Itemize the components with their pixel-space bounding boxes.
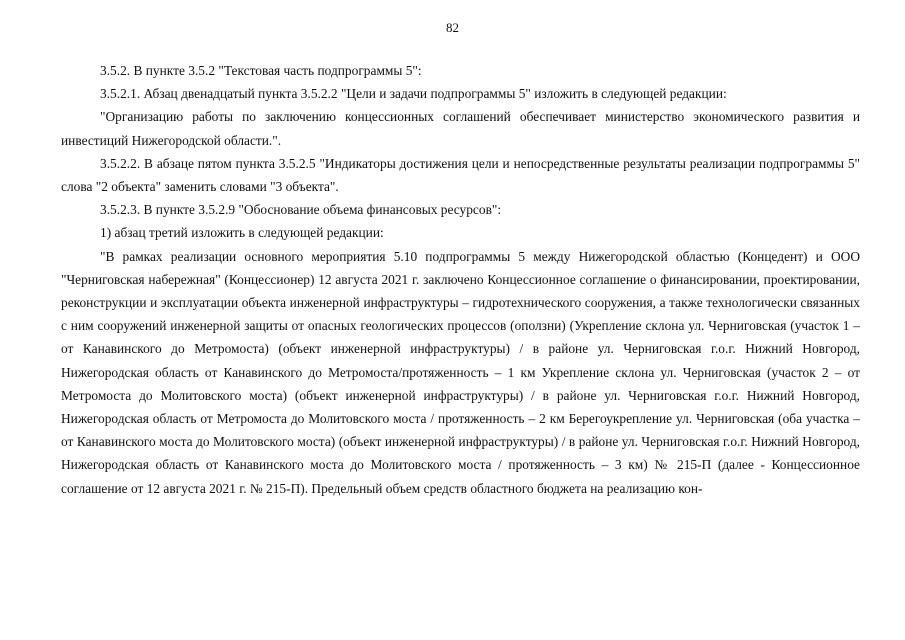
document-body: [61, 59, 860, 500]
page-number: 82: [446, 20, 459, 35]
paragraph-quote-concession: "Организацию работы по заключению концессионных соглашений обеспечивает министерство экономического развития и инвестиций Нижегородской области.".: [61, 109, 860, 148]
paragraph-3-5-2-2: 3.5.2.2. В абзаце пятом пункта 3.5.2.5 "Индикаторы достижения цели и непосредственные результаты реализации подпрограммы 5" слова "2 объекта" заменить словами "3 объекта".: [61, 155, 860, 195]
paragraph-quote-agreement: "В рамках реализации основного мероприятия 5.10 подпрограммы 5 между Нижегородской областью (Концедент) и ООО "Черниговская набережная" (Концессионер) 12 августа 2021 г. заключено Концессионное соглашение о финансировании, проектировании, реконструкции и эксплуатации объекта инженерной инфраструктуры – гидротехнического сооружения, а также технологически связанных с ним сооружений инженерной защиты от опасных геологических процессов (оползни) (Укрепление склона ул. Черниговская (участок 1 – от Канавинского до Метромоста) (объект инженерной инфраструктуры) / в районе ул. Черниговская г.о.г. Нижний Новгород, Нижегородская область от Канавинского до Метромоста/протяженность – 1 км Укрепление склона ул. Черниговская (участок 2 – от Метромоста до Молитовского моста) (объект инженерной инфраструктуры) / в районе ул. Черниговская г.о.г. Нижний Новгород, Нижегородская область от Метромоста до Молитовского моста / протяженность – 2 км Берегоукрепление ул. Черниговская (оба участка – от Канавинского моста до Молитовского моста) (объект инженерной инфраструктуры) / в районе ул. Черниговская г.о.г. Нижний Новгород, Нижегородская область от Канавинского моста до Молитовского моста / протяженность – 3 км) № 215-П (далее - Концессионное соглашение от 12 августа 2021 г. № 215-П). Предельный объем средств областного бюджета на реализацию кон-: [61, 248, 860, 496]
paragraph-3-5-2-1: 3.5.2.1. Абзац двенадцатый пункта 3.5.2.2 "Цели и задачи подпрограммы 5" изложить в следующей редакции:: [100, 86, 727, 102]
paragraph-3-5-2-3: 3.5.2.3. В пункте 3.5.2.9 "Обоснование объема финансовых ресурсов":: [100, 202, 502, 218]
paragraph-item-1: 1) абзац третий изложить в следующей редакции:: [100, 225, 384, 241]
paragraph-3-5-2: 3.5.2. В пункте 3.5.2 "Текстовая часть подпрограммы 5":: [100, 63, 422, 78]
